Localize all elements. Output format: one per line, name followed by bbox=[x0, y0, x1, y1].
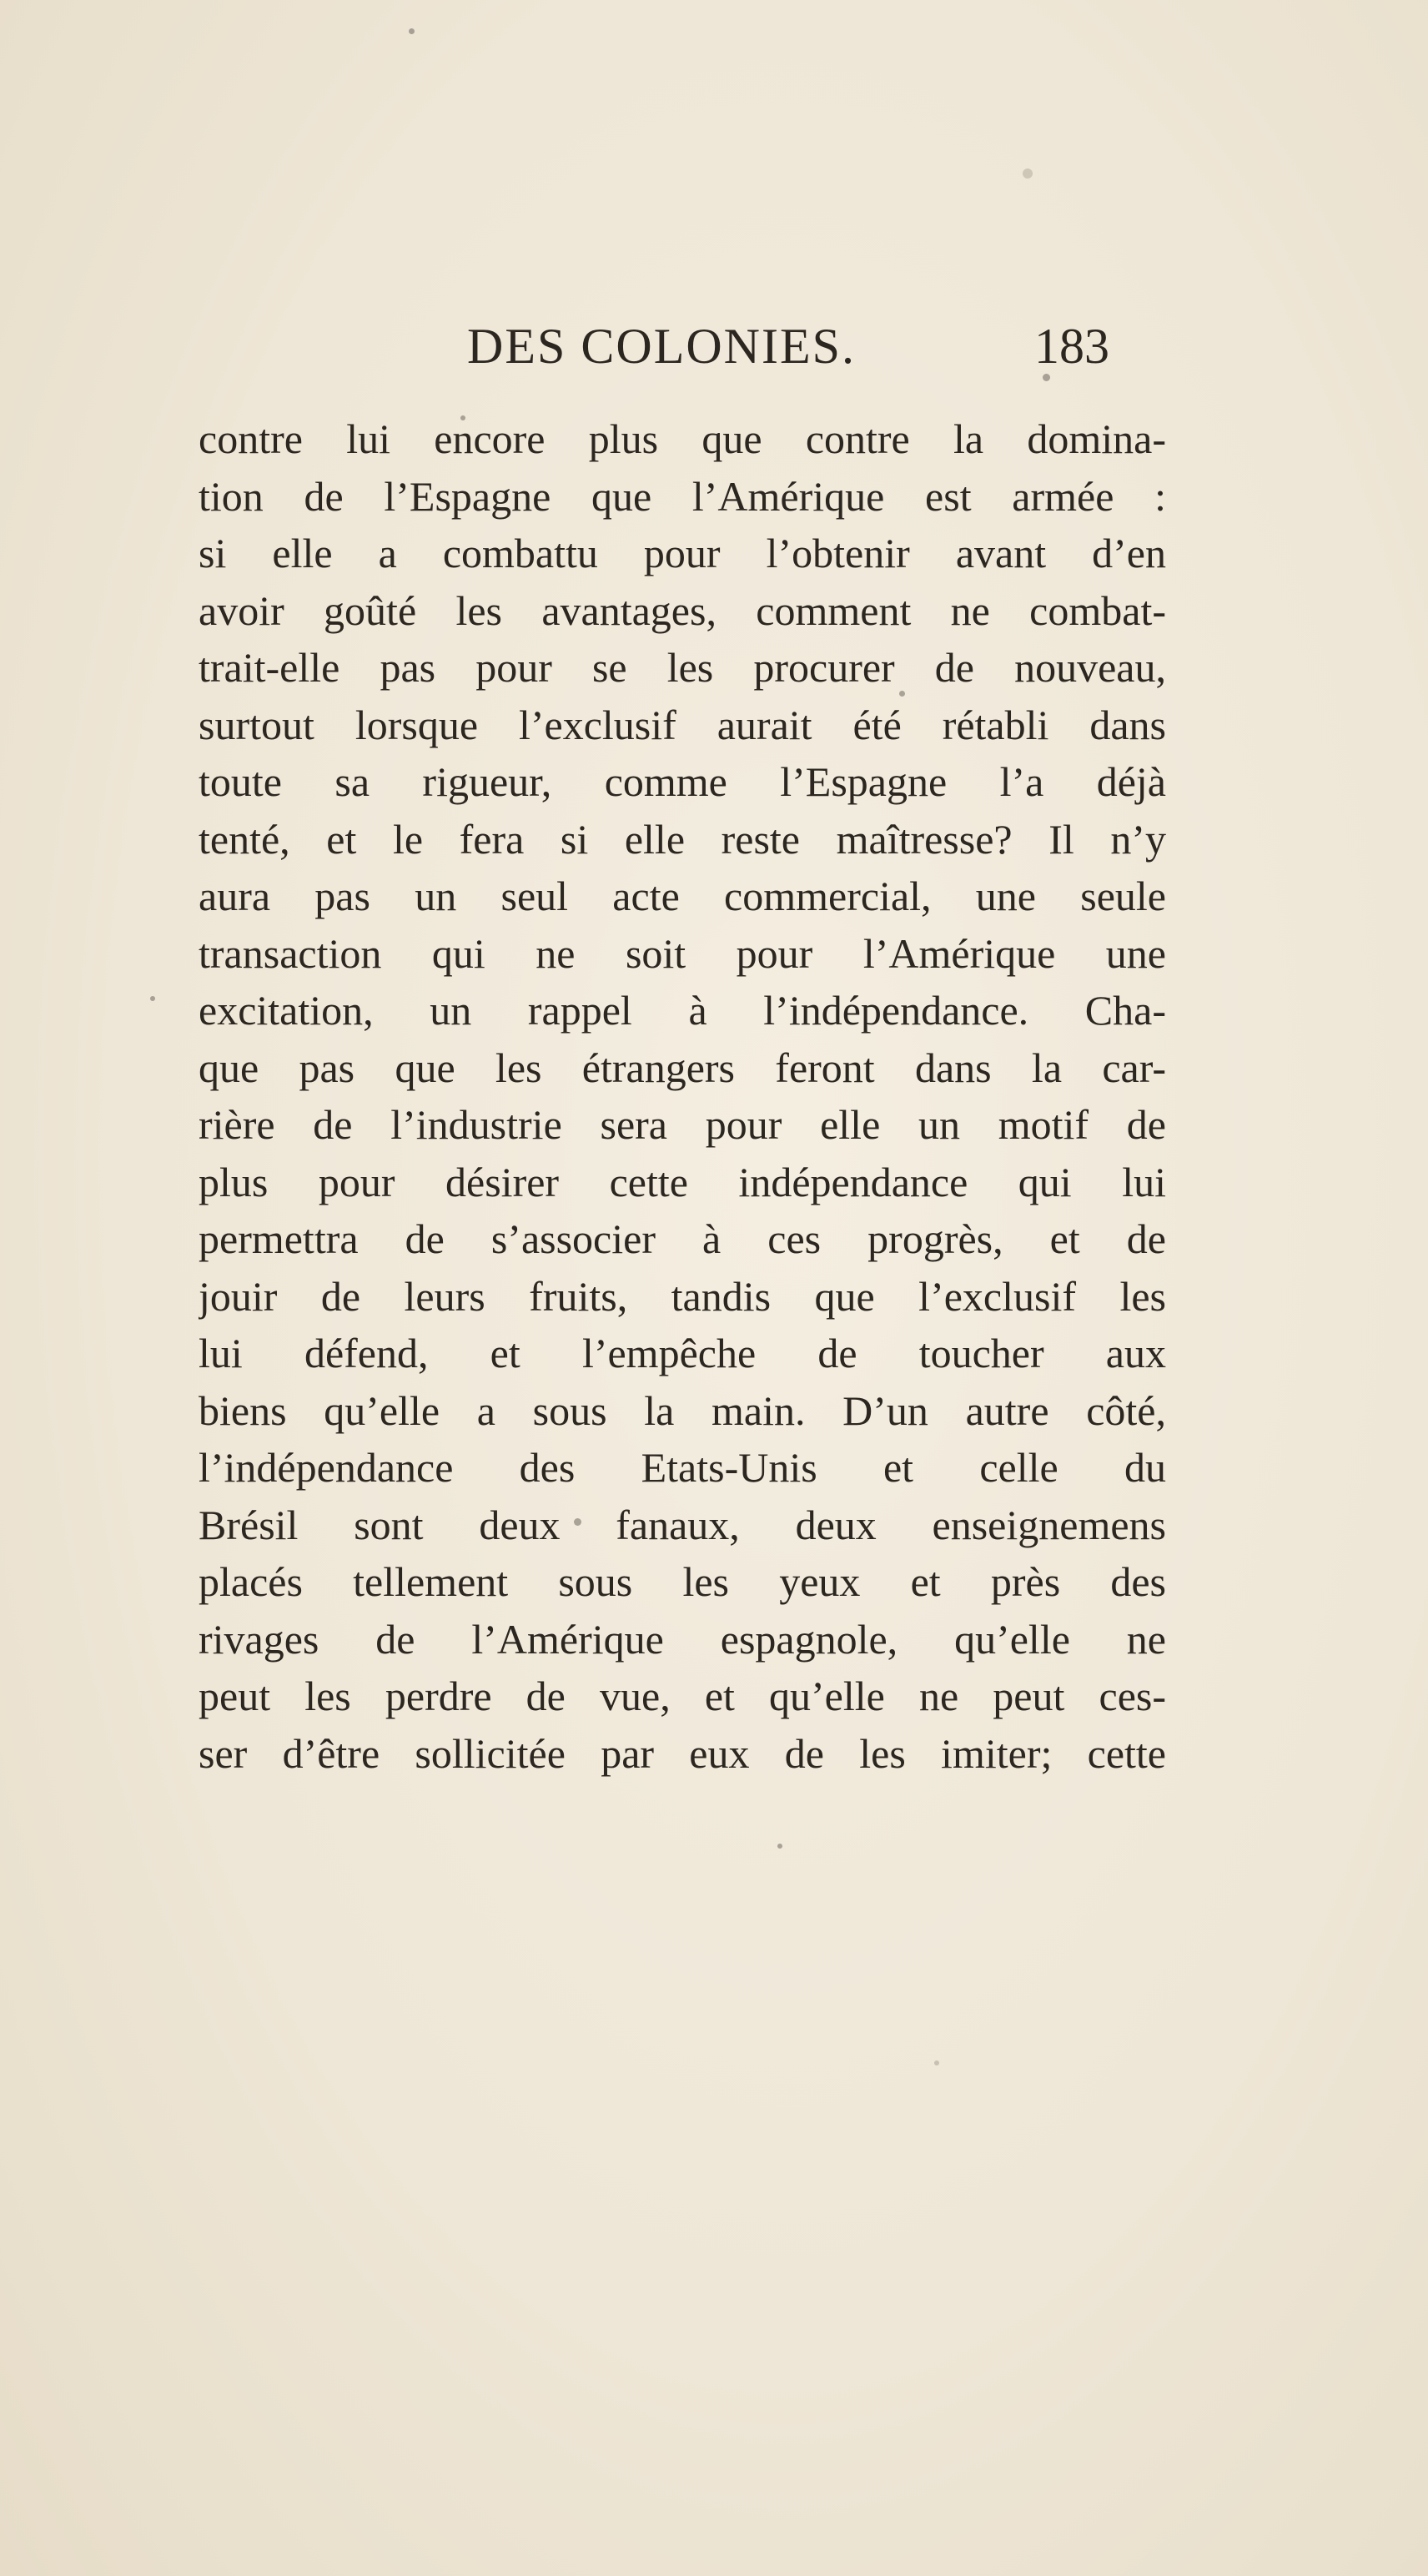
page-number: 183 bbox=[1034, 319, 1109, 374]
body-text bbox=[199, 410, 1166, 1782]
text-line: excitation, un rappel à l’indépendance. Cha- bbox=[199, 987, 1166, 1034]
text-line: transaction qui ne soit pour l’Amérique une bbox=[199, 929, 1166, 977]
text-line: ser d’être sollicitée par eux de les imiter; cette bbox=[199, 1729, 1166, 1777]
text-line: placés tellement sous les yeux et près des bbox=[199, 1558, 1166, 1605]
text-line: plus pour désirer cette indépendance qui lui bbox=[199, 1158, 1166, 1205]
paper-speck bbox=[150, 996, 155, 1001]
text-line: biens qu’elle a sous la main. D’un autre côté, bbox=[199, 1386, 1166, 1434]
text-line: que pas que les étrangers feront dans la car- bbox=[199, 1044, 1166, 1091]
text-line: aura pas un seul acte commercial, une seule bbox=[199, 873, 1166, 919]
text-line: permettra de s’associer à ces progrès, et de bbox=[199, 1215, 1166, 1262]
page-header bbox=[0, 300, 1428, 392]
text-line: contre lui encore plus que contre la domina- bbox=[199, 415, 1166, 462]
text-line: tenté, et le fera si elle reste maîtresse? Il n’y bbox=[199, 815, 1166, 863]
text-line: tion de l’Espagne que l’Amérique est armée : bbox=[199, 472, 1166, 520]
paper-speck bbox=[409, 28, 415, 34]
text-line: rivages de l’Amérique espagnole, qu’elle ne bbox=[199, 1615, 1166, 1663]
text-line: lui défend, et l’empêche de toucher aux bbox=[199, 1330, 1166, 1376]
text-line: toute sa rigueur, comme l’Espagne l’a déjà bbox=[199, 758, 1166, 805]
text-line: l’indépendance des Etats-Unis et celle du bbox=[199, 1444, 1166, 1491]
text-line: peut les perdre de vue, et qu’elle ne peut ces- bbox=[199, 1673, 1166, 1719]
paper-speck bbox=[934, 2060, 939, 2065]
text-line: Brésil sont deux fanaux, deux enseignemens bbox=[199, 1501, 1166, 1548]
paper-speck bbox=[1023, 169, 1033, 179]
text-line: avoir goûté les avantages, comment ne combat- bbox=[199, 586, 1166, 634]
text-line: trait-elle pas pour se les procurer de nouveau, bbox=[199, 644, 1166, 691]
running-title: DES COLONIES. bbox=[467, 319, 857, 374]
paper-speck bbox=[777, 1844, 782, 1849]
text-line: rière de l’industrie sera pour elle un motif de bbox=[199, 1101, 1166, 1148]
text-line: jouir de leurs fruits, tandis que l’exclusif les bbox=[199, 1272, 1166, 1320]
text-line: si elle a combattu pour l’obtenir avant d’en bbox=[199, 530, 1166, 576]
text-line: surtout lorsque l’exclusif aurait été rétabli dans bbox=[199, 701, 1166, 748]
